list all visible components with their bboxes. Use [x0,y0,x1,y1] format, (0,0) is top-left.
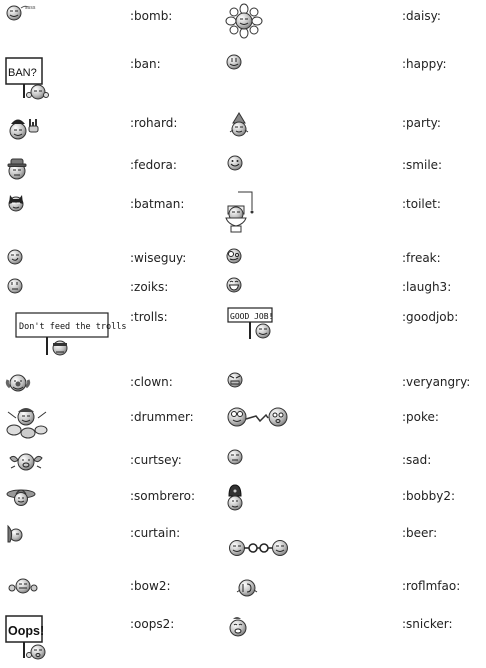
clown-smiley-icon [6,373,30,393]
smiley-code-roflmfao: :roflmfao: [402,579,461,593]
smiley-code-laugh3: :laugh3: [402,280,452,294]
smiley-code-curtsey: :curtsey: [130,453,182,467]
ban-sign-text: BAN? [8,67,37,79]
smiley-code-snicker: :snicker: [402,617,453,631]
smiley-code-bomb: :bomb: [130,9,173,23]
goodjob-sign-smiley-icon [227,307,277,341]
smiley-code-bobby2: :bobby2: [402,489,456,503]
bow-smiley-icon [6,578,40,594]
smiley-code-sad: :sad: [402,453,432,467]
bobby-police-smiley-icon [226,484,244,514]
fedora-smiley-icon [7,156,29,182]
zoiks-smiley-icon [7,278,23,294]
smiley-code-freak: :freak: [402,251,441,265]
smiley-code-batman: :batman: [130,197,185,211]
bomb-smiley-icon [6,4,36,22]
wiseguy-smiley-icon [7,249,23,265]
smiley-code-sombrero: :sombrero: [130,489,196,503]
drummer-smiley-icon [6,406,48,440]
trolls-sign-text: Don't feed the trolls [19,322,127,332]
smiley-code-clown: :clown: [130,375,173,389]
curtain-smiley-icon [7,524,23,544]
smiley-code-curtain: :curtain: [130,526,181,540]
trolls-sign-smiley-icon [15,312,127,358]
poke-smiley-icon [226,405,290,429]
smiley-code-happy: :happy: [402,57,447,71]
oops-sign-text: Oops! [8,624,45,638]
smiley-code-toilet: :toilet: [402,197,441,211]
smiley-code-veryangry: :veryangry: [402,375,471,389]
smiley-code-daisy: :daisy: [402,9,441,23]
happy-smiley-icon [226,54,242,70]
sombrero-smiley-icon [6,487,36,507]
beer-goggles-smiley-icon [228,538,290,558]
smiley-code-smile: :smile: [402,158,443,172]
daisy-flower-smiley-icon [226,4,262,38]
smiley-code-drummer: :drummer: [130,410,194,424]
smiley-code-ban: :ban: [130,57,161,71]
curtsey-smiley-icon [8,450,44,472]
roflmfao-smiley-icon [236,578,258,598]
smiley-code-fedora: :fedora: [130,158,177,172]
ban-sign-smiley-icon [5,54,49,102]
very-angry-smiley-icon [227,372,243,388]
toilet-smiley-icon [222,190,260,234]
smiley-code-party: :party: [402,116,441,130]
goodjob-sign-text: GOOD JOB! [230,312,274,321]
svg-text:ssss: ssss [25,5,36,11]
oops-sign-smiley-icon [5,612,51,662]
smiley-code-trolls: :trolls: [130,310,168,324]
snicker-smiley-icon [228,615,248,639]
rock-hand-smiley-icon [8,114,42,142]
smiley-code-goodjob: :goodjob: [402,310,459,324]
smiley-code-poke: :poke: [402,410,439,424]
smiley-code-bow2: :bow2: [130,579,171,593]
party-hat-smiley-icon [228,112,250,138]
batman-smiley-icon [7,194,25,212]
smiley-code-wiseguy: :wiseguy: [130,251,187,265]
smiley-code-rohard: :rohard: [130,116,178,130]
smiley-code-oops2: :oops2: [130,617,175,631]
smile-smiley-icon [227,155,243,171]
smiley-code-zoiks: :zoiks: [130,280,169,294]
laugh-smiley-icon [226,277,242,293]
sad-smiley-icon [227,449,243,465]
smiley-code-beer: :beer: [402,526,438,540]
freak-smiley-icon [226,248,244,264]
